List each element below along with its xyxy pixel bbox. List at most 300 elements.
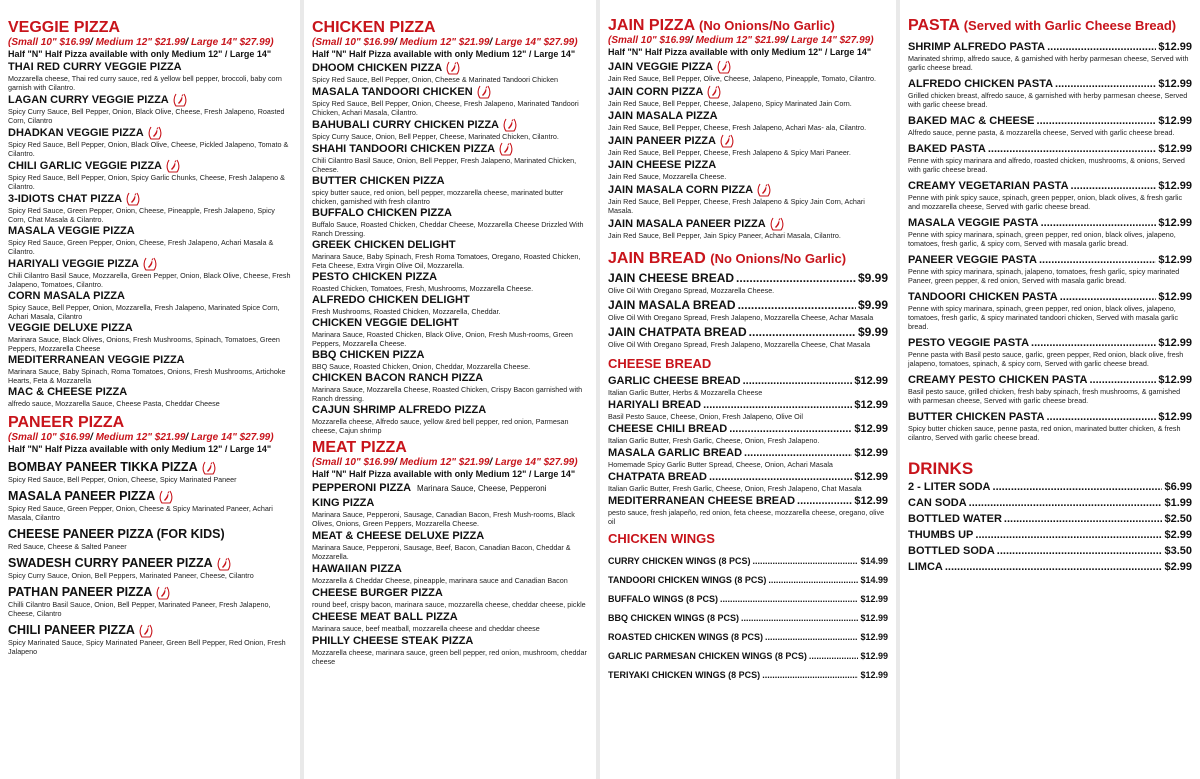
leader-dots <box>945 560 1163 574</box>
item-price: $12.99 <box>1158 254 1192 266</box>
item-description: Penne with spicy marinara, spinach, green pepper, red onion, black olives, jalapeno, tomatoes, fresh garlic, & spicy corn, Served with masala garlic bread. <box>908 230 1176 248</box>
item-description: Fresh Mushrooms, Roasted Chicken, Mozzarella, Cheddar. <box>312 307 501 316</box>
menu-column-3 <box>600 0 896 779</box>
item-description: Buffalo Sauce, Roasted Chicken, Cheddar Cheese, Mozzarella Cheese Drizzled With Ranch Dressing. <box>312 220 584 238</box>
item-name <box>312 587 588 600</box>
item-name: CREAMY VEGETARIAN PASTA <box>908 180 1069 192</box>
item-price: $12.99 <box>1158 180 1192 192</box>
menu-item[interactable] <box>608 447 888 469</box>
menu-item[interactable] <box>908 544 1192 558</box>
item-row <box>908 216 1192 230</box>
menu-item[interactable] <box>908 179 1192 211</box>
item-name-text: GREEK CHICKEN DELIGHT <box>312 239 456 251</box>
menu-item[interactable] <box>312 118 588 141</box>
item-price: $14.99 <box>860 556 888 566</box>
menu-item[interactable] <box>312 142 588 174</box>
item-description: Spicy Curry Sauce, Onion, Bell Pepper, Cheese, Marinated Chicken, Cilantro. <box>312 132 559 141</box>
menu-item[interactable] <box>8 354 292 385</box>
section-title-text: VEGGIE PIZZA <box>8 19 121 36</box>
item-description: Spicy Red Sauce, Bell Pepper, Onion, Spicy Garlic Chunks, Cheese, Fresh Jalapeno & Cilantro. <box>8 173 285 191</box>
menu-item[interactable] <box>608 575 888 586</box>
leader-dots <box>988 142 1157 156</box>
menu-item[interactable] <box>908 410 1192 442</box>
item-name-text: SWADESH CURRY PANEER PIZZA <box>8 556 213 570</box>
menu-item[interactable] <box>608 495 888 526</box>
item-price: $12.99 <box>1158 374 1192 386</box>
menu-item[interactable] <box>8 623 292 656</box>
item-description: Basil Pesto Sauce, Cheese, Onion, Fresh Jalapeno, Olive Oil <box>608 412 803 421</box>
item-name: HARIYALI BREAD <box>608 399 702 411</box>
size-prices: (Small 10" $16.99/ Medium 12" $21.99/ Large 14" $27.99) <box>312 37 578 48</box>
menu-item[interactable] <box>8 290 292 321</box>
item-name <box>8 386 292 399</box>
size-price-0: Small 10" $16.99 <box>11 432 91 443</box>
item-name: BOTTLED WATER <box>908 513 1002 525</box>
item-name <box>312 404 588 417</box>
item-row <box>908 40 1192 54</box>
item-price: $2.50 <box>1164 513 1192 525</box>
item-description: Marinara Sauce, Baby Spinach, Roma Tomatoes, Onions, Fresh Mushrooms, Artichoke Hearts, Feta & Mozzarella <box>8 367 286 385</box>
menu-item[interactable] <box>608 85 888 108</box>
item-name-text: BAHUBALI CURRY CHICKEN PIZZA <box>312 118 499 131</box>
item-name <box>8 93 292 107</box>
menu-section <box>8 19 292 408</box>
item-description: Marinara Sauce, Black Olives, Onions, Fresh Mushrooms, Spinach, Tomatoes, Green Peppers, Mozzarella Cheese <box>8 335 280 353</box>
menu-item[interactable] <box>608 183 888 215</box>
leader-dots <box>743 375 853 388</box>
item-name-text: MEDITERRANEAN VEGGIE PIZZA <box>8 354 185 366</box>
item-price: $12.99 <box>1158 78 1192 90</box>
menu-item[interactable] <box>908 253 1192 285</box>
item-name: TANDOORI CHICKEN WINGS (8 PCS) <box>608 575 767 585</box>
chili-pepper-icon <box>138 624 154 638</box>
item-description: Alfredo sauce, penne pasta, & mozzarella cheese, Served with garlic cheese bread. <box>908 128 1175 137</box>
menu-section <box>608 355 888 526</box>
size-prices: (Small 10" $16.99/ Medium 12" $21.99/ Large 14" $27.99) <box>8 432 274 443</box>
menu-item[interactable] <box>8 489 292 522</box>
leader-dots <box>741 613 858 624</box>
item-name-text: CHEESE BURGER PIZZA <box>312 587 443 599</box>
item-name: BAKED PASTA <box>908 143 986 155</box>
menu-item[interactable] <box>608 110 888 132</box>
item-name: GARLIC PARMESAN CHICKEN WINGS (8 PCS) <box>608 651 807 661</box>
section-title <box>608 355 888 373</box>
item-name <box>608 159 888 172</box>
item-name: MASALA VEGGIE PASTA <box>908 217 1039 229</box>
size-price-0: Small 10" $16.99 <box>11 37 91 48</box>
item-row <box>908 290 1192 304</box>
item-price: $1.99 <box>1164 497 1192 509</box>
item-description: Penne with spicy marinara, spinach, green pepper, red onion, black olives, jalapeno, tomatoes, fresh garlic, & spicy marinated tandoori chicken, Served with masala garlic bread. <box>908 304 1179 331</box>
leader-dots <box>975 528 1162 542</box>
menu-item[interactable] <box>608 670 888 681</box>
item-row <box>908 560 1192 574</box>
menu-item[interactable] <box>608 375 888 397</box>
section-title-text: MEAT PIZZA <box>312 439 407 456</box>
menu-section <box>8 414 292 656</box>
item-name: TERIYAKI CHICKEN WINGS (8 PCS) <box>608 670 761 680</box>
item-description: Mozzarella cheese, marinara sauce, green bell pepper, red onion, mushroom, cheddar cheese <box>312 648 587 666</box>
item-row <box>908 496 1192 510</box>
menu-item[interactable] <box>8 322 292 353</box>
menu-item[interactable] <box>908 336 1192 368</box>
item-description: round beef, crispy bacon, marinara sauce, mozzarella cheese, cheddar cheese, pickle <box>312 600 586 609</box>
menu-item[interactable] <box>312 482 588 495</box>
menu-item[interactable] <box>8 159 292 191</box>
item-name-text: DHOOM CHICKEN PIZZA <box>312 61 443 74</box>
item-row <box>908 528 1192 542</box>
chili-pepper-icon <box>147 126 163 140</box>
menu-item[interactable] <box>608 632 888 643</box>
menu-item[interactable] <box>8 225 292 256</box>
chili-pepper-icon <box>756 183 772 197</box>
item-name-text: JAIN MASALA CORN PIZZA <box>608 183 754 196</box>
menu-column-2 <box>304 0 596 779</box>
item-row <box>608 575 888 586</box>
menu-item[interactable] <box>8 585 292 618</box>
item-name: CREAMY PESTO CHICKEN PASTA <box>908 374 1088 386</box>
menu-item[interactable] <box>608 60 888 83</box>
menu-section <box>608 250 888 349</box>
item-name: BAKED MAC & CHEESE <box>908 115 1035 127</box>
menu-item[interactable] <box>608 651 888 662</box>
chili-pepper-icon <box>719 134 735 148</box>
menu-item[interactable] <box>908 142 1192 174</box>
section-title <box>908 460 1192 478</box>
half-half-note: Half "N" Half Pizza available with only Medium 12" / Large 14" <box>608 47 872 57</box>
menu-item[interactable] <box>312 239 588 270</box>
menu-item[interactable] <box>312 372 588 403</box>
leader-dots <box>1004 512 1163 526</box>
menu-item[interactable] <box>8 527 292 551</box>
leader-dots <box>736 271 856 286</box>
size-price-0: Small 10" $16.99 <box>315 37 395 48</box>
menu-item[interactable] <box>312 317 588 348</box>
menu-item[interactable] <box>312 587 588 609</box>
item-price: $12.99 <box>860 613 888 623</box>
leader-dots <box>753 556 859 567</box>
item-name-text: CAJUN SHRIMP ALFREDO PIZZA <box>312 404 487 416</box>
item-row <box>908 544 1192 558</box>
item-row <box>908 179 1192 193</box>
leader-dots <box>749 325 856 340</box>
menu-item[interactable] <box>908 512 1192 526</box>
section-title-text: CHEESE BREAD <box>608 356 712 371</box>
size-price-2: Large 14" $27.99 <box>494 457 575 468</box>
item-name <box>8 460 292 475</box>
item-name <box>312 372 588 385</box>
leader-dots <box>993 480 1163 494</box>
item-description: Mozzarella cheese, Thai red curry sauce, red & yellow bell pepper, broccoli, baby corn garnish with Cilantro. <box>8 74 282 92</box>
menu-item[interactable] <box>312 175 588 206</box>
item-description: alfredo sauce, Mozzarella Sauce, Cheese Pasta, Cheddar Cheese <box>8 399 220 408</box>
chili-pepper-icon <box>155 586 171 600</box>
chili-pepper-icon <box>172 93 188 107</box>
menu-item[interactable] <box>312 404 588 435</box>
leader-dots <box>768 575 858 586</box>
item-row <box>908 77 1192 91</box>
item-price: $12.99 <box>1158 143 1192 155</box>
leader-dots <box>969 496 1163 510</box>
item-row <box>608 271 888 286</box>
menu-item[interactable] <box>8 192 292 224</box>
item-name <box>8 489 292 504</box>
section-title <box>608 17 888 35</box>
menu-section <box>908 460 1192 574</box>
item-name <box>312 271 588 284</box>
item-description: Red Sauce, Cheese & Salted Paneer <box>8 542 127 551</box>
chili-pepper-icon <box>125 192 141 206</box>
item-price: $12.99 <box>1158 217 1192 229</box>
item-description: Grilled chicken breast, alfredo sauce, & garnished with herby parmesan cheese, Served with garlic cheese bread. <box>908 91 1188 109</box>
item-name-text: BUFFALO CHICKEN PIZZA <box>312 207 452 219</box>
leader-dots <box>709 471 852 484</box>
leader-dots <box>809 651 859 662</box>
item-description: Mozzarella & Cheddar Cheese, pineapple, marinara sauce and Canadian Bacon <box>312 576 568 585</box>
menu-item[interactable] <box>8 556 292 580</box>
item-name: JAIN CHATPATA BREAD <box>608 325 747 339</box>
menu-item[interactable] <box>312 611 588 633</box>
section-title-text: CHICKEN PIZZA <box>312 19 436 36</box>
section-title <box>908 17 1192 35</box>
item-row <box>908 253 1192 267</box>
menu-item[interactable] <box>312 530 588 561</box>
menu-item[interactable] <box>608 134 888 157</box>
item-name <box>312 294 588 307</box>
item-name: CURRY CHICKEN WINGS (8 PCS) <box>608 556 751 566</box>
item-name <box>608 217 888 231</box>
size-price-1: Medium 12" $21.99 <box>695 35 786 46</box>
section-title-text: JAIN PIZZA <box>608 17 695 34</box>
item-price: $2.99 <box>1164 561 1192 573</box>
size-price-1: Medium 12" $21.99 <box>95 37 186 48</box>
size-price-1: Medium 12" $21.99 <box>95 432 186 443</box>
item-price: $12.99 <box>860 670 888 680</box>
menu-item[interactable] <box>908 216 1192 248</box>
menu-item[interactable] <box>312 61 588 84</box>
menu-item[interactable] <box>608 325 888 349</box>
item-name-text: MEAT & CHEESE DELUXE PIZZA <box>312 530 485 542</box>
item-row <box>608 651 888 662</box>
item-name <box>312 497 588 510</box>
item-name-text: HAWAIIAN PIZZA <box>312 563 402 575</box>
leader-dots <box>729 423 852 436</box>
item-name <box>8 126 292 140</box>
item-name: PANEER VEGGIE PASTA <box>908 254 1037 266</box>
leader-dots <box>1047 40 1156 54</box>
item-name-text: MASALA PANEER PIZZA <box>8 489 156 503</box>
item-row <box>908 142 1192 156</box>
item-row <box>608 298 888 313</box>
item-name: BBQ CHICKEN WINGS (8 PCS) <box>608 613 740 623</box>
chili-pepper-icon <box>769 217 785 231</box>
item-description: Jain Red Sauce, Bell Pepper, Olive, Cheese, Jalapeno, Pineapple, Tomato, Cilantro. <box>608 74 876 83</box>
item-price: $12.99 <box>1158 411 1192 423</box>
item-description: Jain Red Sauce, Bell Pepper, Cheese, Fresh Jalapeno, Achari Mas- ala, Cilantro. <box>608 123 867 132</box>
menu-column-1 <box>0 0 300 779</box>
menu-item[interactable] <box>608 159 888 181</box>
menu-item[interactable] <box>312 294 588 316</box>
menu-item[interactable] <box>8 93 292 125</box>
menu-item[interactable] <box>908 480 1192 494</box>
item-name-text: CHEESE MEAT BALL PIZZA <box>312 611 458 623</box>
section-title <box>8 414 292 432</box>
menu-item[interactable] <box>312 271 588 293</box>
item-row <box>908 512 1192 526</box>
size-prices: (Small 10" $16.99/ Medium 12" $21.99/ Large 14" $27.99) <box>608 35 874 46</box>
menu-item[interactable] <box>8 126 292 158</box>
item-description: Chilli Cilantro Basil Sauce, Onion, Bell Pepper, Marinated Paneer, Fresh Jalapeno, Cheese, Cilantro <box>8 600 271 618</box>
menu-section <box>608 17 888 240</box>
menu-item[interactable] <box>608 613 888 624</box>
menu-item[interactable] <box>908 560 1192 574</box>
item-price: $12.99 <box>854 399 888 411</box>
item-price: $12.99 <box>860 651 888 661</box>
half-half-note: Half "N" Half Pizza available with only Medium 12" / Large 14" <box>312 469 576 479</box>
item-price: $12.99 <box>1158 291 1192 303</box>
item-description: Spicy Red Sauce, Bell Pepper, Onion, Cheese, Fresh Jalapeno, Marinated Tandoori Chicken, Achari Masala, Cilantro. <box>312 99 579 117</box>
menu-item[interactable] <box>908 373 1192 405</box>
menu-item[interactable] <box>312 635 588 666</box>
item-name <box>312 85 588 99</box>
item-name <box>608 134 888 148</box>
menu-item[interactable] <box>608 271 888 295</box>
menu-item[interactable] <box>312 207 588 238</box>
item-name <box>8 192 292 206</box>
item-name <box>312 118 588 132</box>
item-description: Jain Red Sauce, Bell Pepper, Cheese, Jalapeno, Spicy Marinated Jain Corn. <box>608 99 852 108</box>
item-name: ALFREDO CHICKEN PASTA <box>908 78 1054 90</box>
item-name-text: CHICKEN VEGGIE DELIGHT <box>312 317 459 329</box>
menu-item[interactable] <box>608 556 888 567</box>
item-name: CAN SODA <box>908 497 967 509</box>
size-price-0: Small 10" $16.99 <box>611 35 691 46</box>
item-name <box>608 60 888 74</box>
item-description: Spicy Red Sauce, Green Pepper, Onion, Cheese, Fresh Jalapeno, Achari Masala & Cilantro. <box>8 238 274 256</box>
item-description: Italian Garlic Butter, Fresh Garlic, Cheese, Onion, Fresh Jalapeno, Chat Masala <box>608 484 862 493</box>
item-name-text: JAIN CHEESE PIZZA <box>608 159 717 171</box>
item-name: CHEESE CHILI BREAD <box>608 423 728 435</box>
item-name <box>312 207 588 220</box>
item-name-text: JAIN PANEER PIZZA <box>608 134 716 147</box>
item-name <box>312 349 588 362</box>
menu-item[interactable] <box>908 77 1192 109</box>
menu-item[interactable] <box>312 563 588 585</box>
item-row <box>608 375 888 388</box>
chili-pepper-icon <box>502 118 518 132</box>
menu-item[interactable] <box>608 298 888 322</box>
item-description: Spicy butter chicken sauce, penne pasta, red onion, marinated butter chicken, & fresh cilantro, Served with garlic cheese bread. <box>908 424 1181 442</box>
item-description: Jain Red Sauce, Bell Pepper, Cheese, Fresh Jalapeno & Spicy Mari Paneer. <box>608 148 851 157</box>
item-description: Mozzarella cheese, Alfredo sauce, yellow &red bell pepper, red onion, Parmesan cheese, Cajun shrimp <box>312 417 569 435</box>
leader-dots <box>744 447 852 460</box>
item-description: Basil pesto sauce, grilled chicken, fresh baby spinach, fresh mushrooms, & garnished with parmesan cheese, Served with garlic cheese bread. <box>908 387 1181 405</box>
leader-dots <box>1041 216 1157 230</box>
menu-item[interactable] <box>908 40 1192 72</box>
size-price-2: Large 14" $27.99 <box>190 432 271 443</box>
menu-item[interactable] <box>312 85 588 117</box>
menu-item[interactable] <box>908 114 1192 137</box>
section-title-text: DRINKS <box>908 459 974 478</box>
item-description: Olive Oil With Oregano Spread, Fresh Jalapeno, Mozzarella Cheese, Chat Masala <box>608 340 871 349</box>
item-name: 2 - LITER SODA <box>908 481 991 493</box>
item-description: Marinara Sauce, Baby Spinach, Fresh Roma Tomatoes, Oregano, Roasted Chicken, Feta Cheese, Extra Virgin Olive Oil, Mozzarella. <box>312 252 581 270</box>
item-name-text: PATHAN PANEER PIZZA <box>8 585 153 599</box>
item-price: $12.99 <box>854 423 888 435</box>
section-title <box>8 19 292 37</box>
item-name: BUFFALO WINGS (8 PCS) <box>608 594 718 604</box>
item-name <box>312 175 588 188</box>
size-price-0: Small 10" $16.99 <box>315 457 395 468</box>
item-name: LIMCA <box>908 561 943 573</box>
menu-item[interactable] <box>8 460 292 484</box>
menu-item[interactable] <box>608 423 888 445</box>
item-price: $12.99 <box>854 471 888 483</box>
menu-item[interactable] <box>8 61 292 92</box>
item-row <box>608 556 888 567</box>
half-half-note: Half "N" Half Pizza available with only Medium 12" / Large 14" <box>8 444 272 454</box>
item-name: TANDOORI CHICKEN PASTA <box>908 291 1058 303</box>
item-name: BOTTLED SODA <box>908 545 995 557</box>
chili-pepper-icon <box>498 142 514 156</box>
item-price: $12.99 <box>1158 115 1192 127</box>
item-name-text: JAIN VEGGIE PIZZA <box>608 60 714 73</box>
item-price: $12.99 <box>860 632 888 642</box>
menu-item[interactable] <box>8 386 292 408</box>
item-price: $9.99 <box>857 325 888 339</box>
menu-item[interactable] <box>908 290 1192 331</box>
item-name <box>8 354 292 367</box>
menu-item[interactable] <box>312 349 588 371</box>
item-name-text: CHICKEN BACON RANCH PIZZA <box>312 372 484 384</box>
menu-section <box>312 19 588 435</box>
leader-dots <box>1060 290 1157 304</box>
item-description: Spicy Curry Sauce, Bell Pepper, Onion, Black Olive, Cheese, Fresh Jalapeno, Roasted Corn, Cilantro <box>8 107 285 125</box>
item-name-text: BUTTER CHICKEN PIZZA <box>312 175 445 187</box>
item-row <box>908 336 1192 350</box>
menu-item[interactable] <box>908 496 1192 510</box>
item-name-text: KING PIZZA <box>312 497 375 509</box>
menu-item[interactable] <box>608 471 888 493</box>
item-name: GARLIC CHEESE BREAD <box>608 375 741 387</box>
leader-dots <box>1090 373 1157 387</box>
item-price: $12.99 <box>860 594 888 604</box>
menu-item[interactable] <box>608 594 888 605</box>
item-price: $9.99 <box>857 298 888 312</box>
menu-item[interactable] <box>312 497 588 528</box>
section-subtitle: (Served with Garlic Cheese Bread) <box>963 18 1177 33</box>
menu-item[interactable] <box>8 257 292 289</box>
size-price-2: Large 14" $27.99 <box>790 35 871 46</box>
menu-item[interactable] <box>608 399 888 421</box>
section-title <box>312 19 588 37</box>
item-name-text: PHILLY CHEESE STEAK PIZZA <box>312 635 474 647</box>
menu-item[interactable] <box>908 528 1192 542</box>
item-description: Spicy Red Sauce, Bell Pepper, Onion, Cheese & Marinated Tandoori Chicken <box>312 75 558 84</box>
size-price-2: Large 14" $27.99 <box>190 37 271 48</box>
item-description: pesto sauce, fresh jalapeño, red onion, feta cheese, mozzarella cheese, oregano, olive oil <box>608 508 885 526</box>
item-row <box>608 325 888 340</box>
chili-pepper-icon <box>158 490 174 504</box>
item-name: CHATPATA BREAD <box>608 471 707 483</box>
section-subtitle: (No Onions/No Garlic) <box>698 18 835 33</box>
item-name <box>312 611 588 624</box>
item-name-text: JAIN CORN PIZZA <box>608 85 704 98</box>
section-title-text: PANEER PIZZA <box>8 414 125 431</box>
item-description: Italian Garlic Butter, Herbs & Mozzarella Cheese <box>608 388 763 397</box>
item-row <box>908 480 1192 494</box>
menu-item[interactable] <box>608 217 888 240</box>
